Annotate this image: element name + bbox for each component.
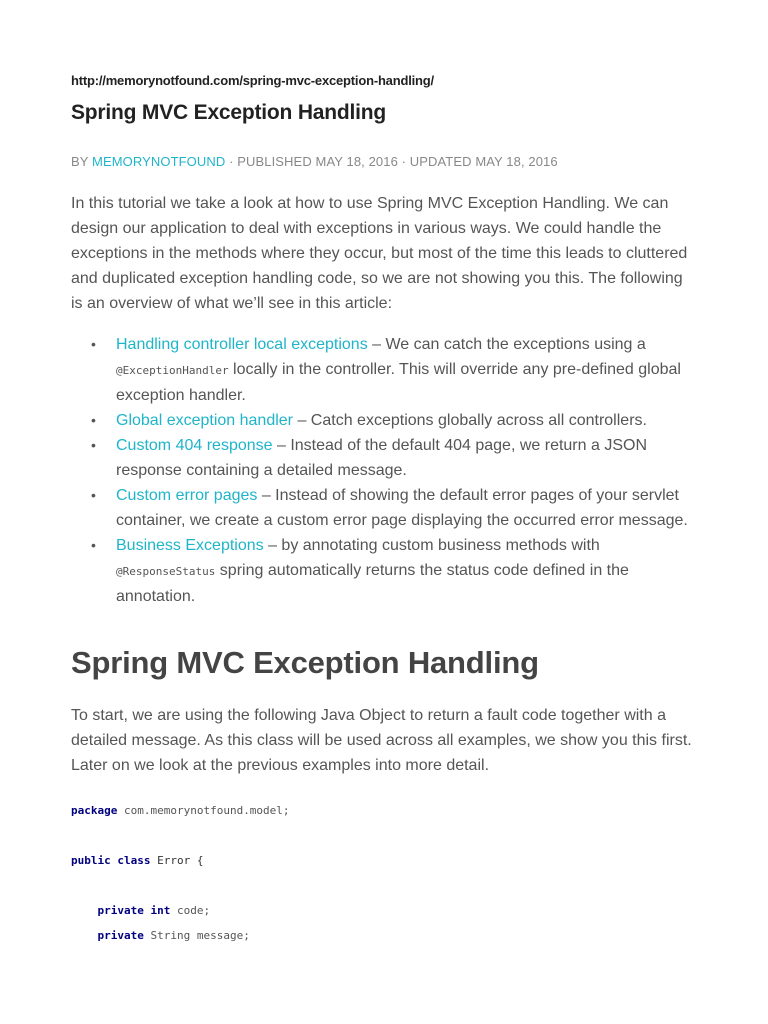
list-item-text: – Instead of showing the default error pages of your servlet container, we create a custom error page displaying the occurred error message. [116,487,688,529]
code-keyword: public [71,854,111,867]
link-local-exceptions[interactable]: Handling controller local exceptions [116,336,368,353]
source-url[interactable]: http://memorynotfound.com/spring-mvc-exception-handling/ [71,73,434,88]
inline-code: @ExceptionHandler [116,364,229,377]
link-business-exceptions[interactable]: Business Exceptions [116,537,264,554]
section-heading: Spring MVC Exception Handling [71,645,539,680]
document-title: Spring MVC Exception Handling [71,101,387,124]
code-keyword: package [71,804,118,817]
list-item [71,533,701,609]
code-line [71,898,290,923]
intro-paragraph: In this tutorial we take a look at how to use Spring MVC Exception Handling. We can design our application to deal with exceptions in various ways. We could handle the exceptions in the methods where they occur, but most of the time this leads to cluttered and duplicated exception handling code, so we are not showing you this. The following is an overview of what we’ll see in this article: [71,195,688,312]
code-line [71,798,290,823]
code-text: String message; [143,929,250,942]
code-keyword: int [150,904,171,917]
list-item [71,408,701,433]
inline-code: @ResponseStatus [116,565,216,578]
code-text: com.memorynotfound.model; [117,804,290,817]
code-block [71,798,290,948]
list-item-text: – Catch exceptions globally across all controllers. [293,412,647,429]
author-link[interactable]: MEMORYNOTFOUND [92,154,226,169]
overview-list [71,332,701,609]
code-line-blank [71,873,290,898]
section-paragraph: To start, we are using the following Java Object to return a fault code together with a detailed message. As this class will be used across all examples, we show you this first. Later on we look at the previous examples into more detail. [71,707,692,774]
list-item [71,433,701,483]
bullet: • [91,437,96,453]
code-keyword: class [117,854,151,867]
link-custom-404[interactable]: Custom 404 response [116,437,273,454]
meta-dates: · PUBLISHED MAY 18, 2016 · UPDATED MAY 18, 2016 [225,154,558,169]
link-global-exception-handler[interactable]: Global exception handler [116,412,294,429]
link-custom-error-pages[interactable]: Custom error pages [116,487,258,504]
code-text: code; [170,904,211,917]
code-keyword: private [97,904,144,917]
list-item-text: spring automatically returns the status code defined in the annotation. [116,562,629,605]
meta-by-label: BY [71,154,89,169]
code-text: Error { [150,854,204,867]
code-keyword: private [97,929,144,942]
bullet: • [91,537,96,553]
bullet: • [91,336,96,352]
code-line [71,848,290,873]
list-item [71,332,701,408]
list-item-text: – We can catch the exceptions using a [367,336,646,353]
list-item [71,483,701,533]
list-item-text: – by annotating custom business methods with [263,537,600,554]
bullet: • [91,412,96,428]
bullet: • [91,487,96,503]
list-item-text: – Instead of the default 404 page, we return a JSON response containing a detailed message. [116,437,647,479]
code-line [71,923,290,948]
code-line-blank [71,823,290,848]
post-meta [71,154,558,169]
list-item-text: locally in the controller. This will override any pre-defined global exception handler. [116,361,681,404]
